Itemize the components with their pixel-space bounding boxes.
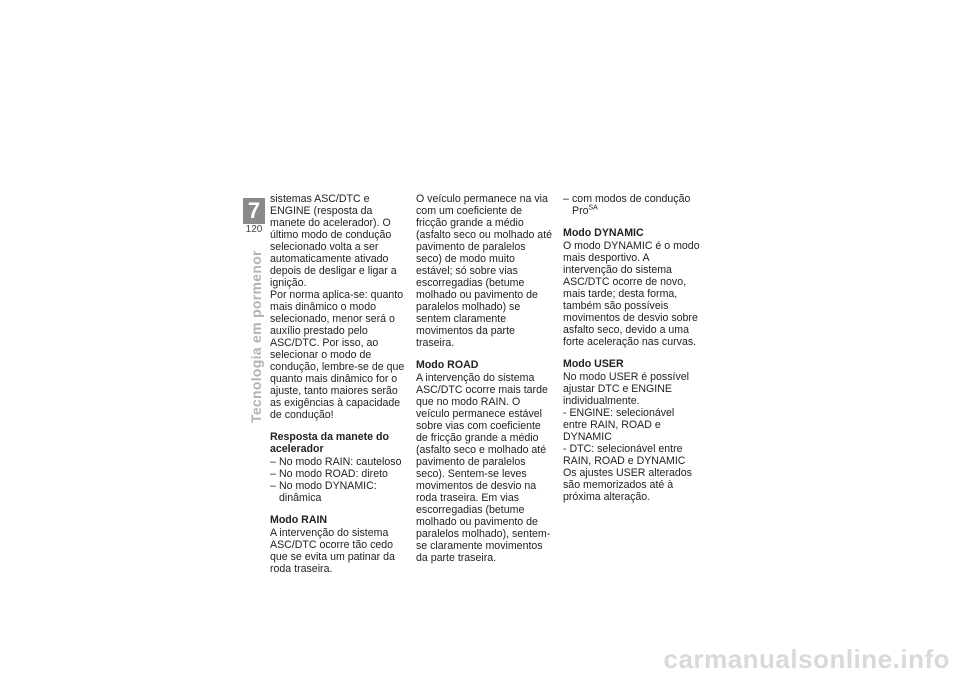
- list-item: – No modo ROAD: direto: [270, 468, 408, 480]
- list-item: – No modo DYNAMIC: dinâmica: [270, 480, 408, 504]
- paragraph: - DTC: selecionável entre RAIN, ROAD e DYNAMIC: [563, 443, 686, 467]
- paragraph: sistemas ASC/DTC e ENGINE (resposta da manete do acelerador). O último modo de condução selecionado volta a ser automaticamente ativado depois de desligar e ligar a ignição.: [270, 193, 397, 289]
- paragraph: Os ajustes USER alterados são memorizados até à próxima alteração.: [563, 467, 692, 503]
- option-superscript: SA: [588, 204, 598, 212]
- list-item: – com modos de condução: [563, 193, 701, 205]
- paragraph: O veículo permanece na via com um coeficiente de fricção grande a médio (asfalto seco ou molhado até pavimento de paralelos seco) de modo muito estável; só sobre vias escorregadias (betume molhado ou pavimento de paralelos molhado) se sentem claramente movimentos da parte traseira.: [416, 193, 553, 349]
- list-item: – No modo RAIN: cauteloso: [270, 456, 408, 468]
- chapter-title: Tecnologia em pormenor: [248, 250, 264, 423]
- text-column-1: [270, 193, 408, 575]
- watermark: carmanualsonline.info: [663, 644, 950, 674]
- paragraph: Por norma aplica-se: quanto mais dinâmico o modo selecionado, menor será o auxílio prestado pelo ASC/DTC. Por isso, ao selecionar o modo de condução, lembre-se de que quanto mais dinâmico for o ajuste, tanto maiores serão as exigências à capacidade de condução!: [270, 289, 405, 421]
- paragraph: A intervenção do sistema ASC/DTC ocorre mais tarde que no modo RAIN. O veículo permanece estável sobre vias com coeficiente de fricção grande a médio (asfalto seco e molhado até pavimento de paralelos seco). Sentem-se leves movimentos de desvio na roda traseira. Em vias escorregadias (betume molhado ou pavimento de paralelos molhado), sentem-se claramente movimentos da parte traseira.: [416, 372, 551, 564]
- section-heading: Modo DYNAMIC: [563, 227, 644, 239]
- section-heading: Modo USER: [563, 358, 624, 370]
- text-column-2: [416, 193, 554, 564]
- section-heading: Resposta da manete do acelerador: [270, 431, 389, 455]
- page-number: 120: [245, 224, 263, 235]
- section-heading: Modo ROAD: [416, 359, 479, 371]
- chapter-number: 7: [243, 198, 265, 224]
- paragraph: O modo DYNAMIC é o modo mais desportivo. A intervenção do sistema ASC/DTC ocorre de novo, mais tarde; desta forma, também são possíveis movimentos de desvio sobre asfalto seco, devido a uma forte aceleração nas curvas.: [563, 240, 700, 348]
- section-heading: Modo RAIN: [270, 514, 328, 526]
- paragraph: No modo USER é possível ajustar DTC e ENGINE individualmente.: [563, 371, 690, 407]
- text-column-3: [563, 193, 701, 503]
- paragraph: - ENGINE: selecionável entre RAIN, ROAD e DYNAMIC: [563, 407, 675, 443]
- paragraph: A intervenção do sistema ASC/DTC ocorre tão cedo que se evita um patinar da roda traseira.: [270, 527, 395, 575]
- list-item-continuation: Pro$^{SA}$: [572, 204, 598, 217]
